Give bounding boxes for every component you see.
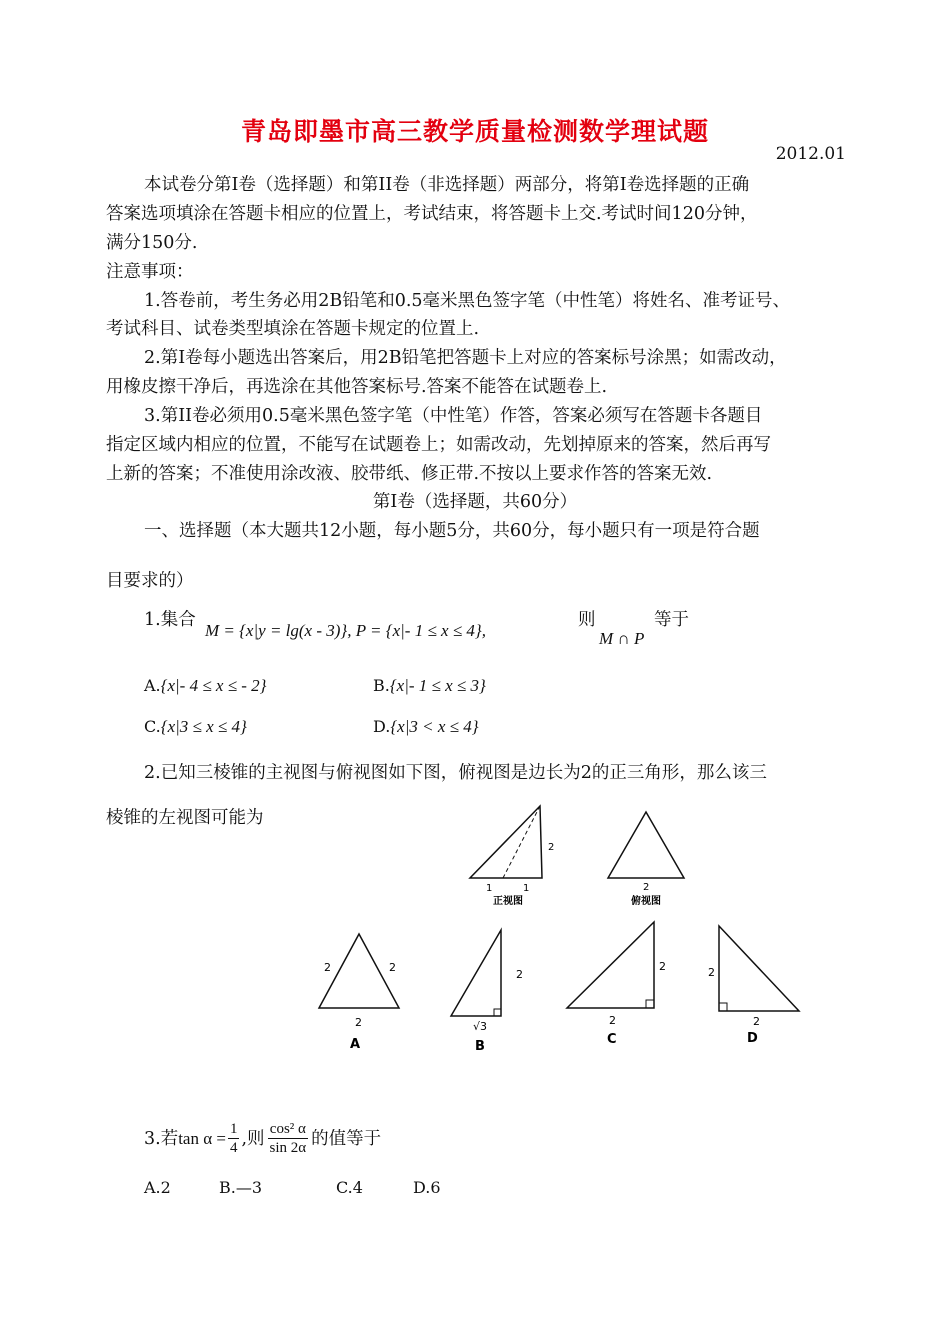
- q1-option-c: [144, 717, 247, 737]
- q3-ratio: [268, 1120, 309, 1157]
- fraction-denominator: 4: [229, 1140, 238, 1156]
- q3-suffix: 的值等于: [311, 1128, 382, 1149]
- front-view-triangle: [470, 806, 542, 878]
- choice-b-dim: 2: [516, 968, 523, 981]
- option-text: {x|3 ≤ x ≤ 4}: [160, 717, 247, 736]
- choice-d-dim: 2: [708, 966, 715, 979]
- front-dim-label: 2: [548, 842, 555, 853]
- choice-c-dim: 2: [659, 960, 666, 973]
- choice-b-dim: √3: [473, 1020, 488, 1033]
- option-text: {x|3 < x ≤ 4}: [390, 717, 479, 736]
- choice-c-dim: 2: [609, 1014, 616, 1027]
- top-view-triangle: [608, 812, 684, 878]
- option-label: A.: [144, 676, 161, 695]
- intro-line: 满分150分.: [106, 233, 198, 253]
- q2-text-line: 2.已知三棱锥的主视图与俯视图如下图，俯视图是边长为2的正三角形，那么该三: [144, 763, 767, 783]
- q2-figure: [300, 798, 760, 1068]
- front-dim-label: 1: [486, 883, 493, 894]
- page-title: 青岛即墨市高三教学质量检测数学理试题: [240, 117, 709, 146]
- choice-a-dim: 2: [355, 1016, 362, 1029]
- q3-fraction: [228, 1120, 240, 1157]
- q3-option-b: B.—3: [219, 1178, 263, 1197]
- option-label: C.: [144, 717, 161, 736]
- notes-heading: 注意事项：: [106, 262, 194, 282]
- choice-d-dim: 2: [753, 1015, 760, 1028]
- choice-a-dim: 2: [324, 961, 331, 974]
- q1-option-d: [373, 717, 479, 737]
- choice-a-dim: 2: [389, 961, 396, 974]
- q3-tan: tan α =: [178, 1128, 226, 1148]
- intro-line: 本试卷分第Ⅰ卷（选择题）和第II卷（非选择题）两部分，将第Ⅰ卷选择题的正确: [144, 175, 750, 195]
- option-label: B.: [373, 676, 390, 695]
- note-line: 1.答卷前，考生务必用2B铅笔和0.5毫米黑色签字笔（中性笔）将姓名、准考证号、: [144, 291, 791, 311]
- front-view-caption: 正视图: [493, 896, 523, 907]
- q2-text-line: 棱锥的左视图可能为: [106, 808, 264, 828]
- option-text: {x|- 1 ≤ x ≤ 3}: [389, 676, 486, 695]
- ratio-numerator: cos² α: [268, 1120, 309, 1139]
- choice-a-triangle: [319, 934, 399, 1008]
- choice-b-letter: B: [475, 1039, 485, 1054]
- front-view-hidden-edge: [503, 806, 540, 878]
- exam-date: 2012.01: [775, 144, 846, 164]
- q3-line: [144, 1120, 381, 1157]
- choice-c-triangle: [567, 922, 654, 1008]
- q3-option-c: C.4: [336, 1178, 363, 1197]
- choice-d-letter: D: [747, 1031, 758, 1046]
- right-angle-mark: [494, 1009, 501, 1016]
- note-line: 考试科目、试卷类型填涂在答题卡规定的位置上.: [106, 319, 480, 339]
- q1-set-expression: M = {x|y = lg(x - 3)}, P = {x|- 1 ≤ x ≤ 4},: [205, 621, 486, 640]
- option-label: D.: [373, 717, 391, 736]
- choice-c-letter: C: [607, 1032, 617, 1047]
- intro-line: 答案选项填涂在答题卡相应的位置上，考试结束，将答题卡上交.考试时间120分钟，: [106, 204, 758, 224]
- front-dim-label: 1: [523, 883, 530, 894]
- option-text: {x|- 4 ≤ x ≤ - 2}: [160, 676, 267, 695]
- q1-option-b: [373, 676, 486, 696]
- q3-option-d: D.6: [413, 1178, 441, 1197]
- part-heading: 目要求的）: [106, 571, 194, 591]
- top-dim-label: 2: [643, 882, 650, 893]
- q3-prefix: 3.若: [144, 1128, 179, 1149]
- q1-then: 则: [578, 610, 596, 630]
- note-line: 指定区域内相应的位置，不能写在试题卷上；如需改动，先划掉原来的答案，然后再写: [106, 435, 771, 455]
- q3-then: ,则: [241, 1128, 265, 1149]
- note-line: 上新的答案；不准使用涂改液、胶带纸、修正带.不按以上要求作答的答案无效.: [106, 464, 713, 484]
- part-heading: 一、选择题（本大题共12小题，每小题5分，共60分，每小题只有一项是符合题: [144, 521, 760, 541]
- ratio-denominator: sin 2α: [269, 1140, 307, 1156]
- q3-option-a: A.2: [144, 1178, 171, 1197]
- top-view-caption: 俯视图: [631, 896, 661, 907]
- section-heading: 第Ⅰ卷（选择题，共60分）: [372, 492, 578, 512]
- note-line: 用橡皮擦干净后，再选涂在其他答案标号.答案不能答在试题卷上.: [106, 377, 608, 397]
- q1-prefix: 1.集合: [144, 610, 196, 630]
- q1-suffix: 等于: [654, 610, 689, 630]
- note-line: 3.第II卷必须用0.5毫米黑色签字笔（中性笔）作答，答案必须写在答题卡各题目: [144, 406, 763, 426]
- choice-a-letter: A: [350, 1037, 361, 1052]
- choice-b-triangle: [451, 930, 501, 1016]
- right-angle-mark: [646, 1000, 654, 1008]
- right-angle-mark: [719, 1003, 727, 1011]
- fraction-numerator: 1: [229, 1121, 238, 1137]
- choice-d-triangle: [719, 926, 799, 1011]
- q1-intersection: M ∩ P: [599, 629, 645, 648]
- note-line: 2.第Ⅰ卷每小题选出答案后，用2B铅笔把答题卡上对应的答案标号涂黑；如需改动，: [144, 348, 787, 368]
- q1-option-a: [144, 676, 266, 696]
